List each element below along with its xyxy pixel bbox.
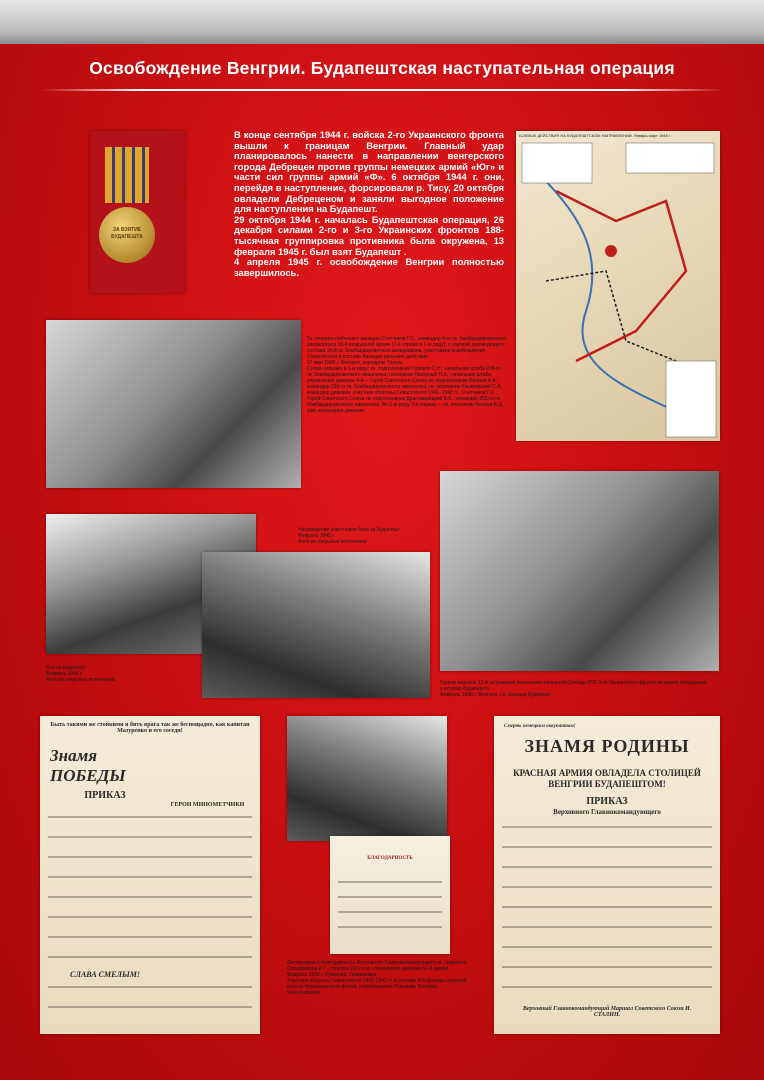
- map-drawing: [516, 131, 720, 441]
- newspaper-left-footer-head: СЛАВА СМЕЛЫМ!: [70, 970, 140, 979]
- portrait-caption-line-1: Фотография и благодарность Верховного Главнокомандующего гв. сержанта Серафимова И.Г., стрелка 110-го гв. стрелкового дивизии 51-й армии: [287, 960, 467, 972]
- group-photo-caption-line-2: 17 мая 1945 г. Венгрия, аэродром Тёкель: [307, 360, 403, 366]
- certificate-title: БЛАГОДАРНОСТЬ: [367, 856, 413, 861]
- newspaper-right-order-sub: Верховного Главнокомандующего: [553, 808, 661, 816]
- newspaper-left-slogan: Быть такими же стойкими и бить врага так же беспощадно, как капитан Мазуренко и его соседи!: [50, 722, 250, 734]
- battle-map: [516, 131, 720, 441]
- intro-paragraph-2: 29 октября 1944 г. началась Будапештская операция, 26 декабря силами 2-го и 3-го Украинских фронтов 188-тысячная группировка противника была окружена, 13 февраля 1945 г. был взят Будапешт .: [234, 213, 504, 257]
- newspaper-right-order: ПРИКАЗ: [586, 796, 628, 807]
- newspaper-left-column-head: ГЕРОИ МИНОМЕТЧИКИ: [170, 802, 245, 808]
- top-grey-band: [0, 0, 764, 44]
- medal-inscription-1: ЗА ВЗЯТИЕ: [112, 227, 142, 233]
- portrait-caption-line-3: Участник обороны Севастополя 1941-1942 гг. в составе 8-й бригады морской пехоты Черноморского флота, освобождения Румынии, Венгрии, Чехословакии: [287, 978, 467, 996]
- medal-ribbon: [105, 147, 149, 203]
- page-title: Освобождение Венгрии. Будапештская наступательная операция: [89, 58, 675, 78]
- newspaper-right-signature: Верховный Главнокомандующий Маршал Советского Союза И. СТАЛИН.: [522, 1006, 692, 1018]
- portrait-photo: [287, 716, 447, 841]
- newspaper-right-headline: КРАСНАЯ АРМИЯ ОВЛАДЕЛА СТОЛИЦЕЙ ВЕНГРИИ БУДАПЕШТОМ!: [513, 768, 701, 789]
- medal-disc: [99, 207, 155, 263]
- battle-caption: Бои за Будапешт Февраль 1945 г. Фото из открытых источников: [46, 665, 115, 683]
- portrait-caption: [287, 960, 472, 996]
- intro-paragraph-1: В конце сентября 1944 г. войска 2-го Украинского фронта вышли к границам Венгрии. Главный удар планировалось нанести в направлении венгерского города Дебрецен против группы немецких армий «Юг» и части сил группы армий «Ф». 6 октября 1944 г. они, перейдя в наступление, форсировали р. Тису, 20 октября овладели Дебреценом и заняли выгодное положение для наступления на Будапешт.: [234, 129, 504, 215]
- newspaper-znamya-rodiny: [494, 716, 720, 1034]
- intro-paragraph-3: 4 апреля 1945 г. освобождение Венгрии полностью завершилось.: [234, 256, 504, 278]
- newspaper-left-name: Знамя ПОБЕДЫ: [50, 746, 126, 785]
- gratitude-certificate: [330, 836, 450, 954]
- group-photo-caption-line-1: Гв. генерал-лейтенант авиации Счетчиков Г.С., командир 4-го гв. бомбардировочного авиакорпуса 18-й воздушной армии (2-й справа в 1-м ряду), с группой руководящего состава 16-й гв. бомбардировочной авиадивизии, участников освобождения Севастополя в составе Авиации дальнего действия: [307, 336, 507, 360]
- newspaper-right-name: ЗНАМЯ РОДИНЫ: [524, 736, 690, 756]
- award-photo: [202, 552, 430, 698]
- newspaper-left-order: ПРИКАЗ: [84, 790, 126, 801]
- medal-inscription-2: БУДАПЕШТА: [111, 234, 143, 240]
- group-photo-caption-line-3: Слева направо в 1-м ряду: гв. подполковник Суриков С.Н., начальник штаба 238-го гв. бомбардировочного авиаполка; полковник Нагорный П.А., начальник штаба управления дивизии 4-й— Герой Советского Союза гв. подполковник Балаев А.А., командир 238-го гв. бомбардировочного авиаполка; гв. полковник Ульяновский С.А., командир дивизии, участник обороны Севастополя 1941–1942 гг., Счетчиков Г.С.; Герой Советского Союза гв. подполковник Драгомирецкий В.К., командир 251-го гв. бомбардировочного авиаполка. Во 2-м ряду 3-й справа — гв. полковник Белков В.Д., зам. командира дивизии: [307, 366, 505, 414]
- newspaper-znamya-pobedy: [40, 716, 260, 1034]
- map-title: БОЕВЫЕ ДЕЙСТВИЯ НА БУДАПЕШТСКОМ НАПРАВЛЕНИИ. Январь-март 1945 г.: [519, 133, 672, 138]
- medal-image: [90, 131, 185, 293]
- brigade-photo: [440, 471, 719, 671]
- group-photo-airmen: [46, 320, 301, 488]
- newspaper-right-top: Смерть немецким оккупантам!: [504, 724, 576, 729]
- award-caption: Награждение участников боев за Будапешт Февраль 1945 г. Фото из открытых источников: [298, 527, 400, 545]
- portrait-caption-line-2: Февраль 1945 г. Румыния, Тимишоара: [287, 972, 377, 978]
- brigade-caption: Группа моряков 12-й штурмовой инженерно-саперной бригады РГК 3-го Украинского фронта во время передышки у штурма Будапешта Февраль 1945 г. Венгрия, г.р. Шандар Будапешт: [440, 680, 707, 698]
- title-underline: [40, 89, 724, 91]
- group-photo-caption: [307, 336, 507, 414]
- intro-text: [234, 130, 504, 278]
